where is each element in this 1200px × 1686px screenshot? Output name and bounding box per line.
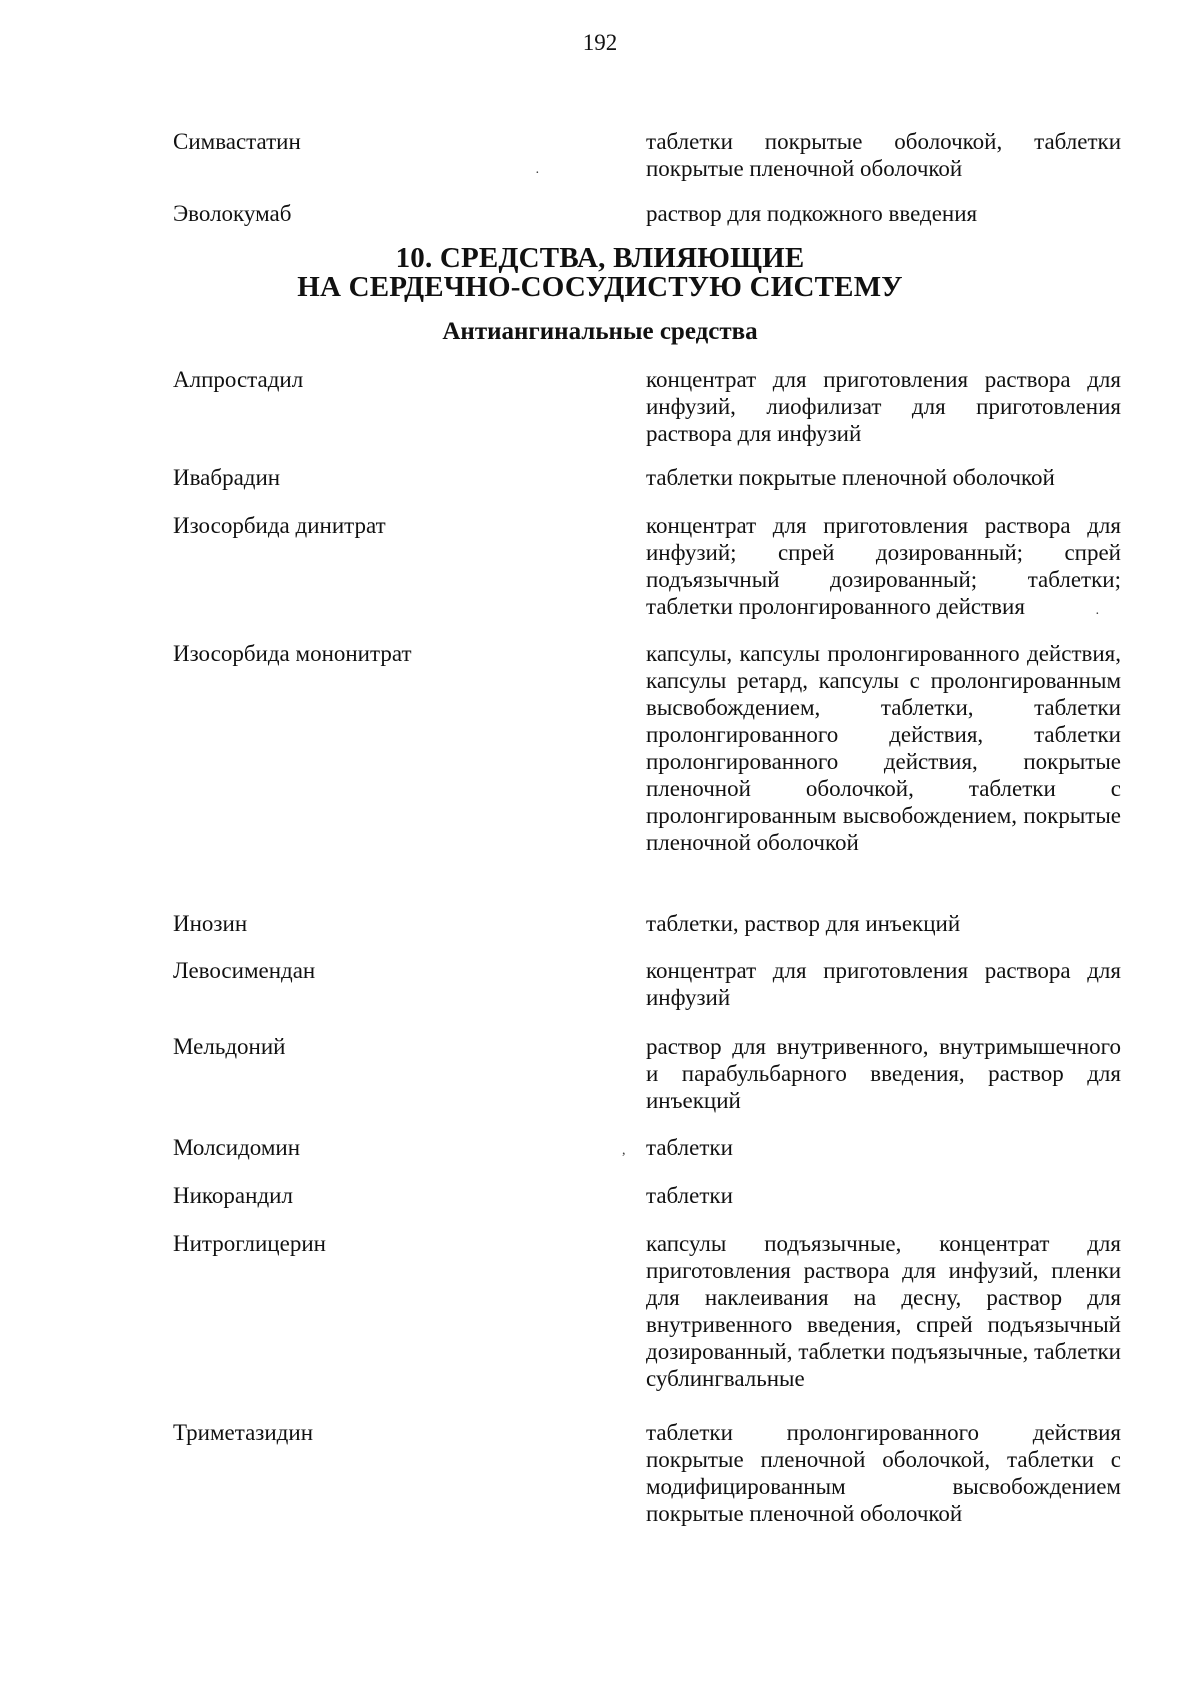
dosage-form: таблетки пролонгированного действия покрытые пленочной оболочкой, таблетки с модифицированным высвобождением покрытые пленочной оболочкой [646, 1420, 1121, 1526]
section-title [0, 244, 1200, 302]
drug-name: Нитроглицерин [173, 1231, 326, 1256]
drug-name: Молсидомин [173, 1135, 301, 1160]
scan-speck: · [535, 166, 540, 181]
dosage-form: таблетки [646, 1183, 733, 1208]
dosage-form: капсулы, капсулы пролонгированного действия, капсулы ретард, капсулы с пролонгированным высвобождением, таблетки, таблетки пролонгированного действия, таблетки пролонгированного действия, покрытые пленочной оболочкой, таблетки с пролонгированным высвобождением, покрытые пленочной оболочкой [646, 641, 1121, 855]
section-title-line: 10. СРЕДСТВА, ВЛИЯЮЩИЕ [395, 242, 805, 274]
page-number: 192 [582, 30, 618, 55]
dosage-form: концентрат для приготовления раствора для инфузий; спрей дозированный; спрей подъязычный дозированный; таблетки; таблетки пролонгированного действия [646, 513, 1121, 619]
drug-name: Ивабрадин [173, 465, 281, 490]
drug-name: Триметазидин [173, 1420, 313, 1445]
dosage-form: раствор для внутривенного, внутримышечного и парабульбарного введения, раствор для инъекций [646, 1034, 1121, 1113]
scan-speck: , [622, 1143, 626, 1158]
drug-name: Эволокумаб [173, 201, 292, 226]
drug-name: Левосимендан [173, 958, 316, 983]
dosage-form: таблетки [646, 1135, 733, 1160]
drug-name: Инозин [173, 911, 248, 936]
section-title-line: НА СЕРДЕЧНО-СОСУДИСТУЮ СИСТЕМУ [297, 271, 903, 303]
dosage-form: концентрат для приготовления раствора для инфузий [646, 958, 1121, 1010]
drug-name: Никорандил [173, 1183, 293, 1208]
dosage-form: концентрат для приготовления раствора для инфузий, лиофилизат для приготовления раствора для инфузий [646, 367, 1121, 446]
dosage-form: раствор для подкожного введения [646, 201, 978, 226]
dosage-form: таблетки, раствор для инъекций [646, 911, 961, 936]
scan-speck: · [1095, 607, 1100, 622]
drug-name: Изосорбида динитрат [173, 513, 386, 538]
dosage-form: капсулы подъязычные, концентрат для приготовления раствора для инфузий, пленки для наклеивания на десну, раствор для внутривенного введения, спрей подъязычный дозированный, таблетки подъязычные, таблетки сублингвальные [646, 1231, 1121, 1391]
drug-name: Симвастатин [173, 129, 301, 154]
dosage-form: таблетки покрытые пленочной оболочкой [646, 465, 1055, 490]
drug-name: Мельдоний [173, 1034, 286, 1059]
drug-name: Алпростадил [173, 367, 304, 392]
subsection-title: Антиангинальные средства [442, 318, 758, 345]
dosage-form: таблетки покрытые оболочкой, таблетки покрытые пленочной оболочкой [646, 129, 1121, 181]
drug-name: Изосорбида мононитрат [173, 641, 412, 666]
